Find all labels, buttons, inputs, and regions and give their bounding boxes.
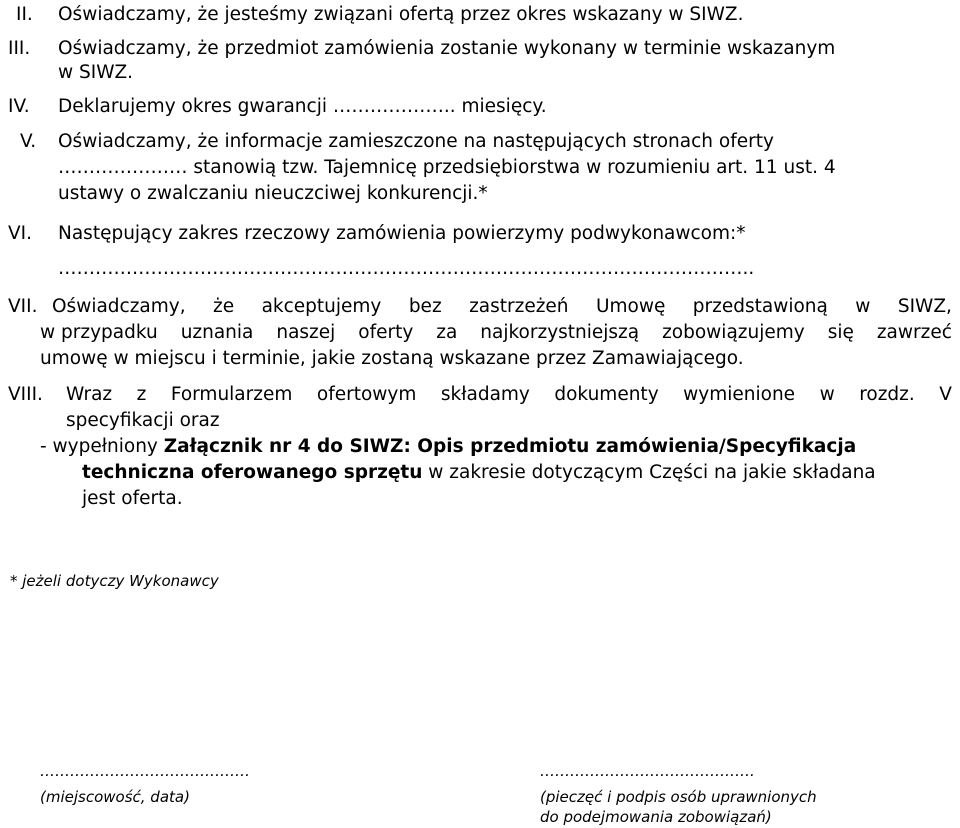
signature-dots: ……………………………………. xyxy=(540,762,755,780)
item-number-vii: VII. xyxy=(8,296,38,317)
item-v-line2: ………………… stanowią tzw. Tajemnicę przedsiębiorstwa w rozumieniu art. 11 ust. 4 xyxy=(58,157,836,178)
place-date-label: (miejscowość, data) xyxy=(40,788,190,806)
item-vii-line2: w przypadku uznania naszej oferty za najkorzystniejszą zobowiązujemy się zawrzeć xyxy=(40,322,952,343)
item-vi-dots: ………………………………………………………………………………………………….. xyxy=(58,258,755,279)
item-vii-line3: umowę w miejscu i terminie, jakie zostaną wskazane przez Zamawiającego. xyxy=(40,348,744,369)
item-v-line1: Oświadczamy, że informacje zamieszczone na następujących stronach oferty xyxy=(58,131,774,152)
signature-label-line1: (pieczęć i podpis osób uprawnionych xyxy=(540,788,817,806)
attachment-title-cont: techniczna oferowanego sprzętu xyxy=(82,462,423,483)
item-number-iv: IV. xyxy=(8,96,30,117)
item-number-ii: II. xyxy=(16,4,33,25)
item-vi-text: Następujący zakres rzeczowy zamówienia powierzymy podwykonawcom:* xyxy=(58,223,746,244)
item-number-vi: VI. xyxy=(8,223,32,244)
item-viii-line2: specyfikacji oraz xyxy=(66,410,220,431)
item-number-viii: VIII. xyxy=(8,384,43,405)
place-date-dots: …………………………………… xyxy=(40,762,250,780)
item-viii-bullet-line: - wypełniony Załącznik nr 4 do SIWZ: Opis przedmiotu zamówienia/Specyfikacja xyxy=(40,436,857,457)
item-number-iii: III. xyxy=(8,38,31,59)
item-viii-line4: techniczna oferowanego sprzętu w zakresie dotyczącym Części na jakie składana xyxy=(82,462,876,483)
item-vii-line1: Oświadczamy, że akceptujemy bez zastrzeżeń Umowę przedstawioną w SIWZ, xyxy=(52,296,952,317)
item-iii-line2: w SIWZ. xyxy=(58,62,134,83)
item-iv-text: Deklarujemy okres gwarancji ……………….. miesięcy. xyxy=(58,96,547,117)
item-number-v: V. xyxy=(20,131,37,152)
signature-label-line2: do podejmowania zobowiązań) xyxy=(540,808,772,826)
item-viii-line5: jest oferta. xyxy=(82,488,183,509)
footnote: * jeżeli dotyczy Wykonawcy xyxy=(10,572,219,590)
item-v-line3: ustawy o zwalczaniu nieuczciwej konkurencji.* xyxy=(58,183,488,204)
attachment-title: Załącznik nr 4 do SIWZ: Opis przedmiotu zamówienia/Specyfikacja xyxy=(163,436,857,457)
item-ii-text: Oświadczamy, że jesteśmy związani ofertą przez okres wskazany w SIWZ. xyxy=(58,4,744,25)
item-iii-line1: Oświadczamy, że przedmiot zamówienia zostanie wykonany w terminie wskazanym xyxy=(58,38,836,59)
item-viii-line1: Wraz z Formularzem ofertowym składamy dokumenty wymienione w rozdz. V xyxy=(66,384,952,405)
